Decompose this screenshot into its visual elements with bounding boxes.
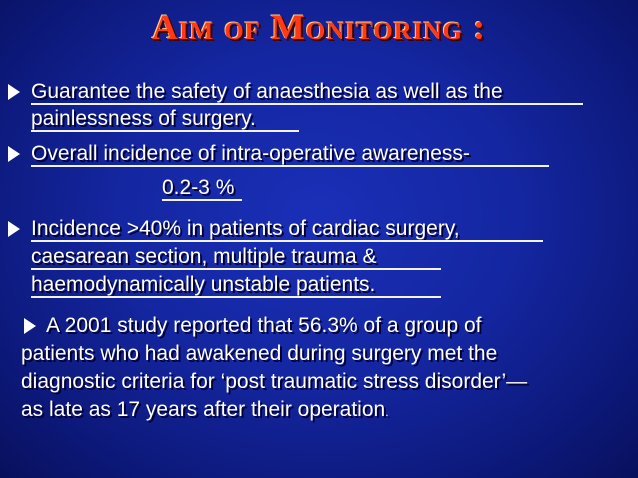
note-line-1: A 2001 study reported that 56.3% of a group of (46, 314, 482, 337)
arrow-bullet-icon (24, 318, 36, 334)
bullet-2-line-1: Overall incidence of intra-operative awareness- (31, 142, 470, 165)
bullet-3-line-1: Incidence >40% in patients of cardiac surgery, (31, 217, 460, 240)
bullet-1-line-2: painlessness of surgery. (31, 107, 256, 130)
note-line-4-text: as late as 17 years after their operation (21, 398, 386, 421)
note-line-2: patients who had awakened during surgery met the (21, 342, 498, 365)
underline (31, 165, 549, 167)
arrow-bullet-icon (8, 221, 20, 237)
underline (31, 296, 441, 298)
underline (162, 199, 242, 201)
arrow-bullet-icon (8, 84, 20, 100)
underline (31, 268, 441, 270)
underline (31, 103, 583, 105)
underline (31, 130, 299, 132)
bullet-3-line-2: caesarean section, multiple trauma & (31, 245, 377, 268)
bullet-3-line-3: haemodynamically unstable patients. (31, 273, 376, 296)
slide-title: Aim of Monitoring : (151, 7, 487, 47)
bullet-2-line-2: 0.2-3 % (162, 176, 235, 199)
bullet-1-line-1: Guarantee the safety of anaesthesia as well as the (31, 80, 503, 103)
note-line-4 (21, 397, 389, 425)
arrow-bullet-icon (8, 146, 20, 162)
note-line-3: diagnostic criteria for ‘post traumatic stress disorder’— (21, 370, 528, 393)
note-tail: . (385, 405, 389, 419)
underline (31, 240, 543, 242)
